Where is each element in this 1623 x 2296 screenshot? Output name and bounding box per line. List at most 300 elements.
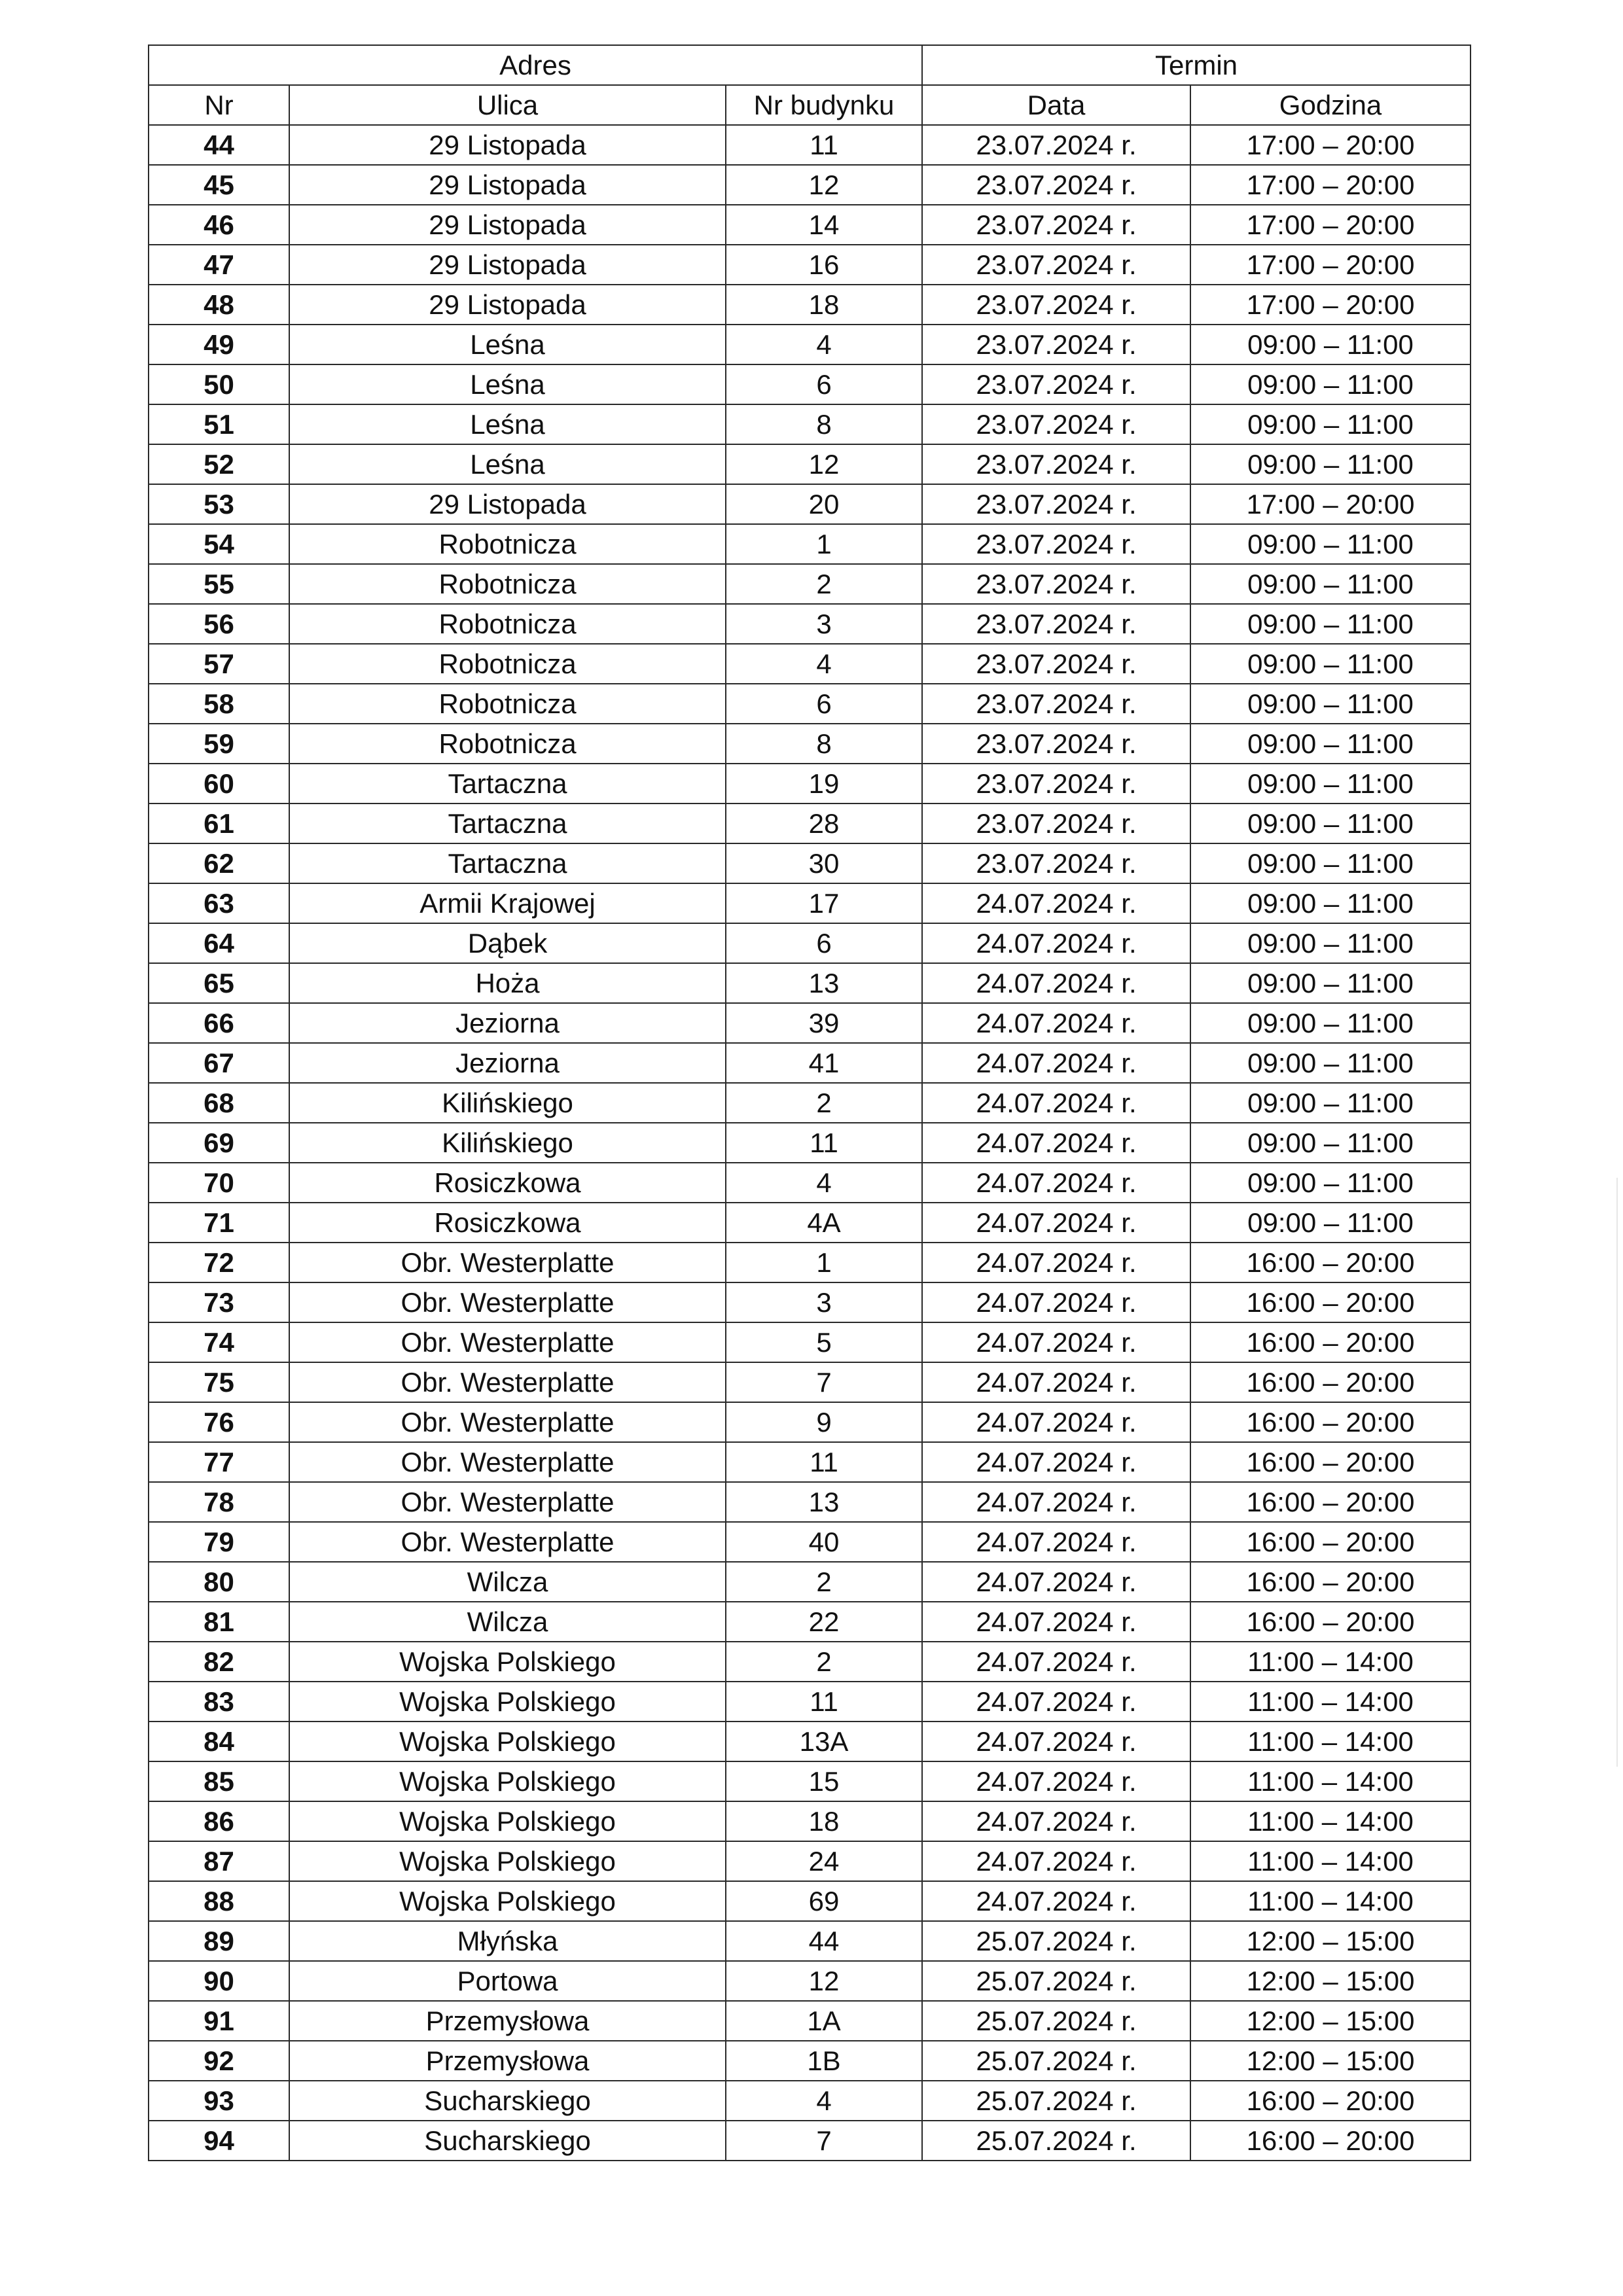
cell-ulica: Rosiczkowa xyxy=(289,1163,726,1203)
table-row xyxy=(149,325,1471,364)
cell-nr-budynku: 1 xyxy=(726,1243,922,1282)
cell-godzina: 09:00 – 11:00 xyxy=(1190,524,1471,564)
cell-godzina: 09:00 – 11:00 xyxy=(1190,644,1471,684)
table-row xyxy=(149,1801,1471,1841)
cell-nr-budynku: 19 xyxy=(726,764,922,804)
cell-data: 24.07.2024 r. xyxy=(922,1482,1190,1522)
cell-nr: 91 xyxy=(149,2001,289,2041)
cell-nr-budynku: 11 xyxy=(726,1442,922,1482)
cell-data: 24.07.2024 r. xyxy=(922,1522,1190,1562)
cell-ulica: 29 Listopada xyxy=(289,165,726,205)
cell-godzina: 12:00 – 15:00 xyxy=(1190,2001,1471,2041)
cell-nr-budynku: 20 xyxy=(726,484,922,524)
cell-godzina: 09:00 – 11:00 xyxy=(1190,1083,1471,1123)
cell-ulica: 29 Listopada xyxy=(289,245,726,285)
cell-nr: 59 xyxy=(149,724,289,764)
cell-nr-budynku: 6 xyxy=(726,364,922,404)
cell-nr: 74 xyxy=(149,1322,289,1362)
cell-nr: 85 xyxy=(149,1761,289,1801)
cell-godzina: 11:00 – 14:00 xyxy=(1190,1881,1471,1921)
cell-ulica: Obr. Westerplatte xyxy=(289,1322,726,1362)
cell-data: 24.07.2024 r. xyxy=(922,1402,1190,1442)
cell-data: 24.07.2024 r. xyxy=(922,1761,1190,1801)
table-row xyxy=(149,604,1471,644)
cell-godzina: 09:00 – 11:00 xyxy=(1190,444,1471,484)
table-row xyxy=(149,1881,1471,1921)
cell-data: 25.07.2024 r. xyxy=(922,2081,1190,2121)
cell-godzina: 17:00 – 20:00 xyxy=(1190,165,1471,205)
cell-nr: 88 xyxy=(149,1881,289,1921)
cell-nr: 93 xyxy=(149,2081,289,2121)
cell-godzina: 16:00 – 20:00 xyxy=(1190,1562,1471,1602)
cell-godzina: 16:00 – 20:00 xyxy=(1190,1243,1471,1282)
cell-data: 24.07.2024 r. xyxy=(922,1163,1190,1203)
cell-ulica: Robotnicza xyxy=(289,564,726,604)
cell-nr-budynku: 2 xyxy=(726,1562,922,1602)
cell-data: 23.07.2024 r. xyxy=(922,205,1190,245)
cell-godzina: 16:00 – 20:00 xyxy=(1190,1282,1471,1322)
cell-godzina: 16:00 – 20:00 xyxy=(1190,1322,1471,1362)
cell-nr: 90 xyxy=(149,1961,289,2001)
table-row xyxy=(149,1482,1471,1522)
cell-nr: 51 xyxy=(149,404,289,444)
cell-nr: 89 xyxy=(149,1921,289,1961)
table-row xyxy=(149,2041,1471,2081)
table-row xyxy=(149,1921,1471,1961)
cell-data: 23.07.2024 r. xyxy=(922,285,1190,325)
cell-godzina: 17:00 – 20:00 xyxy=(1190,484,1471,524)
cell-nr-budynku: 13 xyxy=(726,963,922,1003)
column-header-nr-budynku: Nr budynku xyxy=(726,85,922,125)
group-header-row xyxy=(149,45,1471,85)
cell-data: 23.07.2024 r. xyxy=(922,644,1190,684)
cell-ulica: Robotnicza xyxy=(289,684,726,724)
cell-ulica: 29 Listopada xyxy=(289,285,726,325)
cell-nr-budynku: 9 xyxy=(726,1402,922,1442)
cell-nr: 94 xyxy=(149,2121,289,2161)
cell-nr-budynku: 4 xyxy=(726,2081,922,2121)
cell-nr-budynku: 4 xyxy=(726,1163,922,1203)
cell-data: 23.07.2024 r. xyxy=(922,484,1190,524)
cell-godzina: 16:00 – 20:00 xyxy=(1190,1522,1471,1562)
cell-ulica: Sucharskiego xyxy=(289,2081,726,2121)
cell-ulica: Młyńska xyxy=(289,1921,726,1961)
table-row xyxy=(149,524,1471,564)
cell-data: 24.07.2024 r. xyxy=(922,1003,1190,1043)
table-row xyxy=(149,245,1471,285)
cell-ulica: Armii Krajowej xyxy=(289,883,726,923)
cell-nr: 68 xyxy=(149,1083,289,1123)
cell-godzina: 09:00 – 11:00 xyxy=(1190,1043,1471,1083)
cell-ulica: Obr. Westerplatte xyxy=(289,1522,726,1562)
cell-ulica: Rosiczkowa xyxy=(289,1203,726,1243)
cell-ulica: Wojska Polskiego xyxy=(289,1881,726,1921)
table-row xyxy=(149,2001,1471,2041)
cell-data: 24.07.2024 r. xyxy=(922,883,1190,923)
cell-ulica: Obr. Westerplatte xyxy=(289,1402,726,1442)
table-row xyxy=(149,963,1471,1003)
cell-godzina: 16:00 – 20:00 xyxy=(1190,1402,1471,1442)
cell-data: 24.07.2024 r. xyxy=(922,1362,1190,1402)
cell-data: 23.07.2024 r. xyxy=(922,444,1190,484)
cell-nr-budynku: 15 xyxy=(726,1761,922,1801)
cell-godzina: 09:00 – 11:00 xyxy=(1190,923,1471,963)
cell-ulica: Tartaczna xyxy=(289,843,726,883)
cell-ulica: Hoża xyxy=(289,963,726,1003)
cell-nr-budynku: 22 xyxy=(726,1602,922,1642)
cell-data: 23.07.2024 r. xyxy=(922,804,1190,843)
cell-data: 23.07.2024 r. xyxy=(922,364,1190,404)
cell-ulica: Obr. Westerplatte xyxy=(289,1282,726,1322)
cell-data: 24.07.2024 r. xyxy=(922,1841,1190,1881)
cell-nr-budynku: 1A xyxy=(726,2001,922,2041)
cell-nr: 60 xyxy=(149,764,289,804)
cell-data: 24.07.2024 r. xyxy=(922,1043,1190,1083)
cell-godzina: 09:00 – 11:00 xyxy=(1190,684,1471,724)
table-row xyxy=(149,1682,1471,1722)
table-row xyxy=(149,804,1471,843)
cell-nr: 56 xyxy=(149,604,289,644)
cell-nr-budynku: 8 xyxy=(726,404,922,444)
table-row xyxy=(149,1083,1471,1123)
cell-nr: 44 xyxy=(149,125,289,165)
cell-nr: 57 xyxy=(149,644,289,684)
schedule-table xyxy=(148,44,1471,2161)
cell-nr: 87 xyxy=(149,1841,289,1881)
cell-ulica: 29 Listopada xyxy=(289,205,726,245)
cell-godzina: 09:00 – 11:00 xyxy=(1190,1163,1471,1203)
cell-godzina: 12:00 – 15:00 xyxy=(1190,1961,1471,2001)
cell-godzina: 11:00 – 14:00 xyxy=(1190,1761,1471,1801)
cell-godzina: 09:00 – 11:00 xyxy=(1190,843,1471,883)
cell-data: 23.07.2024 r. xyxy=(922,684,1190,724)
cell-nr-budynku: 39 xyxy=(726,1003,922,1043)
cell-nr-budynku: 3 xyxy=(726,604,922,644)
cell-godzina: 16:00 – 20:00 xyxy=(1190,2121,1471,2161)
cell-ulica: Przemysłowa xyxy=(289,2041,726,2081)
cell-nr-budynku: 11 xyxy=(726,125,922,165)
cell-nr: 78 xyxy=(149,1482,289,1522)
cell-data: 24.07.2024 r. xyxy=(922,1642,1190,1682)
cell-godzina: 09:00 – 11:00 xyxy=(1190,1123,1471,1163)
cell-ulica: Wojska Polskiego xyxy=(289,1801,726,1841)
cell-nr: 52 xyxy=(149,444,289,484)
table-row xyxy=(149,1322,1471,1362)
cell-nr: 72 xyxy=(149,1243,289,1282)
table-row xyxy=(149,1522,1471,1562)
table-row xyxy=(149,404,1471,444)
table-row xyxy=(149,1642,1471,1682)
table-row xyxy=(149,1043,1471,1083)
cell-godzina: 17:00 – 20:00 xyxy=(1190,285,1471,325)
table-row xyxy=(149,444,1471,484)
cell-nr-budynku: 30 xyxy=(726,843,922,883)
table-row xyxy=(149,764,1471,804)
table-row xyxy=(149,564,1471,604)
cell-godzina: 09:00 – 11:00 xyxy=(1190,604,1471,644)
cell-ulica: Jeziorna xyxy=(289,1003,726,1043)
cell-ulica: 29 Listopada xyxy=(289,125,726,165)
cell-nr: 45 xyxy=(149,165,289,205)
cell-data: 23.07.2024 r. xyxy=(922,564,1190,604)
cell-nr-budynku: 12 xyxy=(726,165,922,205)
table-row xyxy=(149,1442,1471,1482)
group-header-termin: Termin xyxy=(922,45,1471,85)
cell-ulica: Robotnicza xyxy=(289,524,726,564)
cell-nr-budynku: 12 xyxy=(726,1961,922,2001)
cell-ulica: Wojska Polskiego xyxy=(289,1722,726,1761)
cell-godzina: 09:00 – 11:00 xyxy=(1190,724,1471,764)
cell-nr: 49 xyxy=(149,325,289,364)
cell-nr: 61 xyxy=(149,804,289,843)
cell-nr: 65 xyxy=(149,963,289,1003)
cell-ulica: Dąbek xyxy=(289,923,726,963)
cell-godzina: 09:00 – 11:00 xyxy=(1190,963,1471,1003)
cell-ulica: 29 Listopada xyxy=(289,484,726,524)
cell-ulica: Tartaczna xyxy=(289,804,726,843)
table-row xyxy=(149,1761,1471,1801)
cell-nr: 84 xyxy=(149,1722,289,1761)
cell-nr: 55 xyxy=(149,564,289,604)
cell-nr-budynku: 69 xyxy=(726,1881,922,1921)
table-row xyxy=(149,923,1471,963)
table-row xyxy=(149,1362,1471,1402)
cell-godzina: 12:00 – 15:00 xyxy=(1190,2041,1471,2081)
cell-nr: 76 xyxy=(149,1402,289,1442)
cell-nr-budynku: 2 xyxy=(726,1642,922,1682)
cell-nr-budynku: 6 xyxy=(726,923,922,963)
cell-nr-budynku: 4A xyxy=(726,1203,922,1243)
cell-nr-budynku: 24 xyxy=(726,1841,922,1881)
cell-data: 23.07.2024 r. xyxy=(922,724,1190,764)
cell-godzina: 09:00 – 11:00 xyxy=(1190,325,1471,364)
table-row xyxy=(149,1722,1471,1761)
cell-ulica: Wojska Polskiego xyxy=(289,1642,726,1682)
cell-data: 23.07.2024 r. xyxy=(922,125,1190,165)
cell-nr-budynku: 7 xyxy=(726,1362,922,1402)
table-row xyxy=(149,1123,1471,1163)
cell-ulica: Leśna xyxy=(289,364,726,404)
table-row xyxy=(149,165,1471,205)
cell-data: 24.07.2024 r. xyxy=(922,1123,1190,1163)
cell-nr-budynku: 13A xyxy=(726,1722,922,1761)
table-row xyxy=(149,285,1471,325)
cell-ulica: Wilcza xyxy=(289,1562,726,1602)
cell-godzina: 17:00 – 20:00 xyxy=(1190,125,1471,165)
scan-edge-mark xyxy=(1616,1178,1618,1767)
cell-ulica: Tartaczna xyxy=(289,764,726,804)
cell-ulica: Obr. Westerplatte xyxy=(289,1482,726,1522)
cell-nr: 79 xyxy=(149,1522,289,1562)
cell-nr: 80 xyxy=(149,1562,289,1602)
cell-data: 24.07.2024 r. xyxy=(922,1083,1190,1123)
cell-data: 23.07.2024 r. xyxy=(922,404,1190,444)
cell-nr-budynku: 12 xyxy=(726,444,922,484)
cell-data: 24.07.2024 r. xyxy=(922,1881,1190,1921)
table-row xyxy=(149,205,1471,245)
cell-nr: 67 xyxy=(149,1043,289,1083)
cell-data: 23.07.2024 r. xyxy=(922,764,1190,804)
cell-godzina: 16:00 – 20:00 xyxy=(1190,2081,1471,2121)
cell-nr-budynku: 17 xyxy=(726,883,922,923)
cell-data: 24.07.2024 r. xyxy=(922,1282,1190,1322)
cell-ulica: Jeziorna xyxy=(289,1043,726,1083)
cell-data: 25.07.2024 r. xyxy=(922,2121,1190,2161)
cell-data: 24.07.2024 r. xyxy=(922,1682,1190,1722)
cell-nr-budynku: 8 xyxy=(726,724,922,764)
cell-ulica: Obr. Westerplatte xyxy=(289,1442,726,1482)
cell-ulica: Wojska Polskiego xyxy=(289,1841,726,1881)
cell-nr-budynku: 2 xyxy=(726,564,922,604)
cell-nr: 83 xyxy=(149,1682,289,1722)
cell-data: 23.07.2024 r. xyxy=(922,604,1190,644)
column-header-row xyxy=(149,85,1471,125)
column-header-godzina: Godzina xyxy=(1190,85,1471,125)
table-body xyxy=(149,125,1471,2161)
cell-godzina: 09:00 – 11:00 xyxy=(1190,883,1471,923)
table-row xyxy=(149,2081,1471,2121)
table-row xyxy=(149,1282,1471,1322)
cell-nr: 69 xyxy=(149,1123,289,1163)
cell-godzina: 11:00 – 14:00 xyxy=(1190,1801,1471,1841)
cell-data: 25.07.2024 r. xyxy=(922,1961,1190,2001)
cell-ulica: Kilińskiego xyxy=(289,1123,726,1163)
cell-nr-budynku: 2 xyxy=(726,1083,922,1123)
cell-nr-budynku: 1B xyxy=(726,2041,922,2081)
cell-godzina: 11:00 – 14:00 xyxy=(1190,1841,1471,1881)
cell-nr: 75 xyxy=(149,1362,289,1402)
cell-nr-budynku: 14 xyxy=(726,205,922,245)
cell-ulica: Wilcza xyxy=(289,1602,726,1642)
cell-nr: 81 xyxy=(149,1602,289,1642)
cell-godzina: 09:00 – 11:00 xyxy=(1190,1203,1471,1243)
table-row xyxy=(149,843,1471,883)
cell-godzina: 09:00 – 11:00 xyxy=(1190,764,1471,804)
cell-nr: 54 xyxy=(149,524,289,564)
cell-nr-budynku: 3 xyxy=(726,1282,922,1322)
table-row xyxy=(149,724,1471,764)
cell-nr-budynku: 11 xyxy=(726,1682,922,1722)
cell-nr: 92 xyxy=(149,2041,289,2081)
cell-data: 24.07.2024 r. xyxy=(922,1322,1190,1362)
column-header-data: Data xyxy=(922,85,1190,125)
cell-data: 23.07.2024 r. xyxy=(922,843,1190,883)
table-row xyxy=(149,364,1471,404)
table-row xyxy=(149,125,1471,165)
cell-nr: 53 xyxy=(149,484,289,524)
cell-data: 23.07.2024 r. xyxy=(922,245,1190,285)
cell-ulica: Leśna xyxy=(289,444,726,484)
cell-godzina: 17:00 – 20:00 xyxy=(1190,205,1471,245)
cell-godzina: 16:00 – 20:00 xyxy=(1190,1442,1471,1482)
cell-data: 24.07.2024 r. xyxy=(922,1243,1190,1282)
group-header-adres: Adres xyxy=(149,45,922,85)
cell-data: 24.07.2024 r. xyxy=(922,1801,1190,1841)
cell-nr: 50 xyxy=(149,364,289,404)
cell-nr: 48 xyxy=(149,285,289,325)
cell-nr-budynku: 5 xyxy=(726,1322,922,1362)
cell-godzina: 11:00 – 14:00 xyxy=(1190,1682,1471,1722)
cell-nr: 71 xyxy=(149,1203,289,1243)
cell-godzina: 16:00 – 20:00 xyxy=(1190,1482,1471,1522)
table-row xyxy=(149,883,1471,923)
table-row xyxy=(149,2121,1471,2161)
column-header-nr: Nr xyxy=(149,85,289,125)
cell-nr-budynku: 6 xyxy=(726,684,922,724)
cell-nr: 70 xyxy=(149,1163,289,1203)
cell-data: 24.07.2024 r. xyxy=(922,1562,1190,1602)
cell-nr: 86 xyxy=(149,1801,289,1841)
cell-nr-budynku: 18 xyxy=(726,285,922,325)
table-header xyxy=(149,45,1471,125)
table-row xyxy=(149,1562,1471,1602)
cell-data: 24.07.2024 r. xyxy=(922,1722,1190,1761)
cell-data: 23.07.2024 r. xyxy=(922,524,1190,564)
cell-ulica: Portowa xyxy=(289,1961,726,2001)
table-row xyxy=(149,1402,1471,1442)
cell-godzina: 09:00 – 11:00 xyxy=(1190,804,1471,843)
cell-godzina: 09:00 – 11:00 xyxy=(1190,1003,1471,1043)
cell-ulica: Leśna xyxy=(289,404,726,444)
cell-nr-budynku: 41 xyxy=(726,1043,922,1083)
cell-nr: 62 xyxy=(149,843,289,883)
cell-data: 23.07.2024 r. xyxy=(922,165,1190,205)
cell-ulica: Obr. Westerplatte xyxy=(289,1362,726,1402)
cell-nr: 73 xyxy=(149,1282,289,1322)
cell-nr-budynku: 44 xyxy=(726,1921,922,1961)
cell-data: 24.07.2024 r. xyxy=(922,1203,1190,1243)
cell-godzina: 09:00 – 11:00 xyxy=(1190,564,1471,604)
cell-nr: 82 xyxy=(149,1642,289,1682)
cell-ulica: Przemysłowa xyxy=(289,2001,726,2041)
cell-godzina: 16:00 – 20:00 xyxy=(1190,1362,1471,1402)
cell-nr: 66 xyxy=(149,1003,289,1043)
cell-nr-budynku: 13 xyxy=(726,1482,922,1522)
cell-godzina: 11:00 – 14:00 xyxy=(1190,1642,1471,1682)
table-row xyxy=(149,1243,1471,1282)
table-row xyxy=(149,644,1471,684)
cell-ulica: Leśna xyxy=(289,325,726,364)
cell-nr-budynku: 28 xyxy=(726,804,922,843)
cell-data: 24.07.2024 r. xyxy=(922,1602,1190,1642)
cell-ulica: Wojska Polskiego xyxy=(289,1761,726,1801)
cell-ulica: Robotnicza xyxy=(289,724,726,764)
table-row xyxy=(149,484,1471,524)
cell-data: 24.07.2024 r. xyxy=(922,923,1190,963)
cell-ulica: Robotnicza xyxy=(289,644,726,684)
cell-ulica: Sucharskiego xyxy=(289,2121,726,2161)
cell-ulica: Wojska Polskiego xyxy=(289,1682,726,1722)
table-row xyxy=(149,1602,1471,1642)
cell-nr: 64 xyxy=(149,923,289,963)
cell-data: 25.07.2024 r. xyxy=(922,1921,1190,1961)
cell-nr: 47 xyxy=(149,245,289,285)
cell-nr: 46 xyxy=(149,205,289,245)
cell-godzina: 11:00 – 14:00 xyxy=(1190,1722,1471,1761)
column-header-ulica: Ulica xyxy=(289,85,726,125)
cell-nr-budynku: 40 xyxy=(726,1522,922,1562)
cell-nr: 63 xyxy=(149,883,289,923)
cell-nr-budynku: 4 xyxy=(726,325,922,364)
cell-data: 25.07.2024 r. xyxy=(922,2041,1190,2081)
cell-nr-budynku: 7 xyxy=(726,2121,922,2161)
cell-data: 23.07.2024 r. xyxy=(922,325,1190,364)
cell-nr-budynku: 4 xyxy=(726,644,922,684)
cell-data: 25.07.2024 r. xyxy=(922,2001,1190,2041)
table-row xyxy=(149,684,1471,724)
cell-nr-budynku: 16 xyxy=(726,245,922,285)
cell-data: 24.07.2024 r. xyxy=(922,1442,1190,1482)
